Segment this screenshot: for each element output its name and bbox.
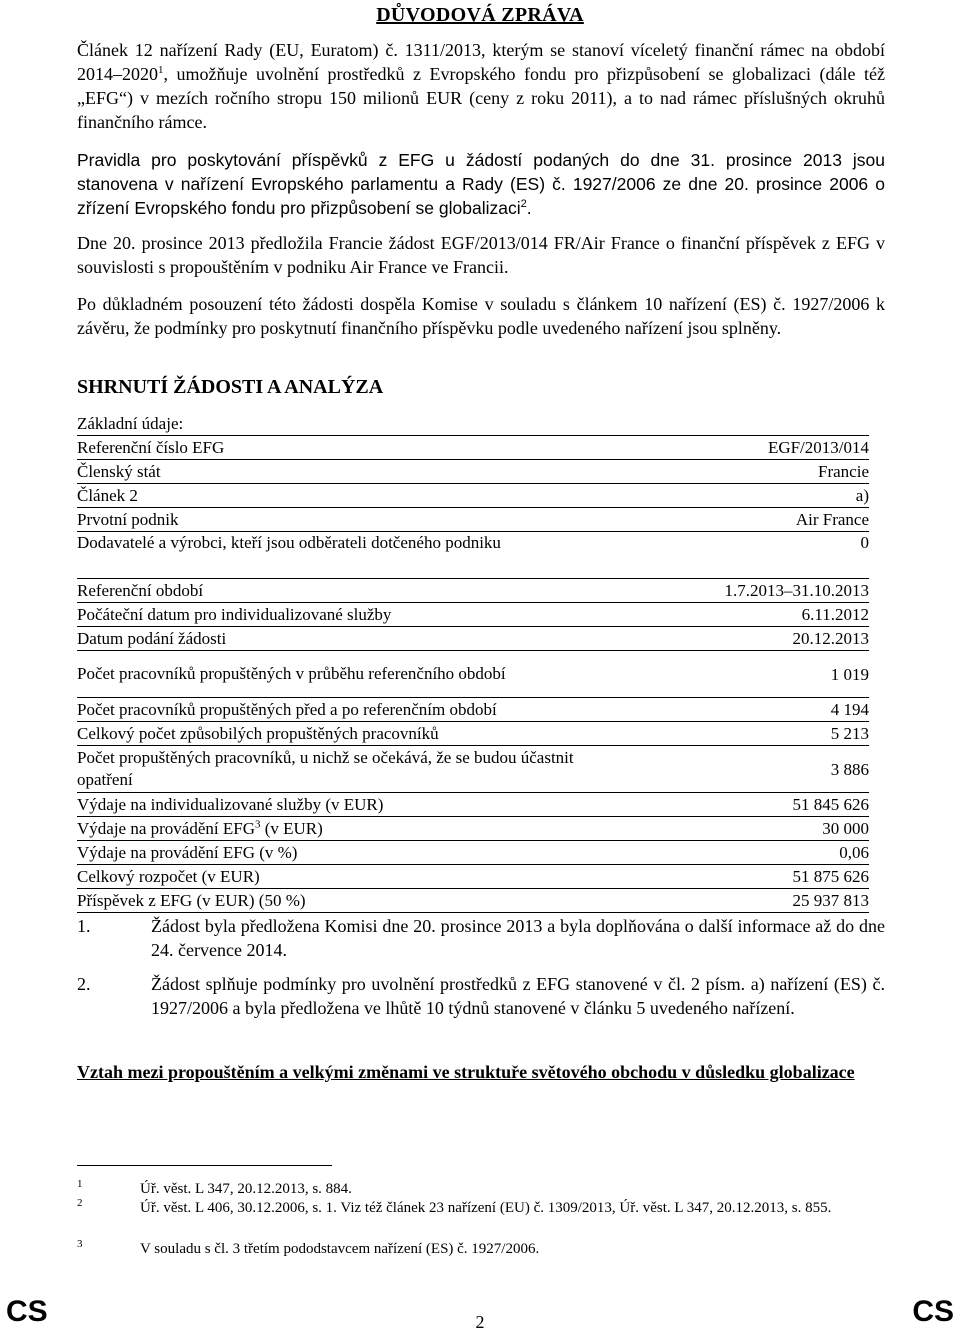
table-row: Výdaje na provádění EFG$^3$ (v EUR) 30 000 bbox=[77, 817, 869, 841]
paragraph-assessment: Po důkladném posouzení této žádosti dospěla Komise v souladu s článkem 10 nařízení (ES) č. 1927/2006 k závěru, že podmínky pro poskytnutí finančního příspěvku podle uvedeného nařízení jsou splněny. bbox=[77, 294, 885, 338]
basic-data-table bbox=[77, 412, 869, 913]
table-row: Referenční období 1.7.2013–31.10.2013 bbox=[77, 579, 869, 603]
table-row: Výdaje na provádění EFG (v %) 0,06 bbox=[77, 841, 869, 865]
numbered-item-2: 2. Žádost splňuje podmínky pro uvolnění prostředků z EFG stanovené v čl. 2 písm. a) nařízení (ES) č. 1927/2006 a byla předložena ve lhůtě 10 týdnů stanovené v článku 5 uvedeného nařízení. bbox=[77, 974, 885, 1018]
table-row: Počet pracovníků propuštěných před a po referenčním období 4 194 bbox=[77, 698, 869, 722]
paragraph-rules: Pravidla pro poskytování příspěvků z EFG u žádostí podaných do dne 31. prosince 2013 jsou stanovena v nařízení Evropského parlamentu a Rady (ES) č. 1927/2006 ze dne 20. prosince 2006 o zřízení Evropského fondu pro přizpůsobení se globalizaci$^2$. bbox=[77, 150, 885, 218]
table-row: Celkový rozpočet (v EUR) 51 875 626 bbox=[77, 865, 869, 889]
footnote-ref-2: 2 bbox=[520, 198, 527, 211]
page-number: 2 bbox=[475, 1312, 485, 1332]
footnote-1: 1 Úř. věst. L 347, 20.12.2013, s. 884. bbox=[77, 1178, 352, 1197]
paragraph-application: Dne 20. prosince 2013 předložila Francie žádost EGF/2013/014 FR/Air France o finanční příspěvek z EFG v souvislosti s propouštěním v podniku Air France ve Francii. bbox=[77, 233, 885, 277]
footnote-2: 2 Úř. věst. L 406, 30.12.2006, s. 1. Viz též článek 23 nařízení (EU) č. 1309/2013, Úř. věst. L 347, 20.12.2013, s. 855. bbox=[77, 1197, 832, 1216]
table-row: Dodavatelé a výrobci, kteří jsou odběrateli dotčeného podniku 0 bbox=[77, 532, 869, 579]
language-code-left: CS bbox=[6, 1295, 48, 1328]
table-row: Referenční číslo EFG EGF/2013/014 bbox=[77, 436, 869, 460]
paragraph-financial-framework: Článek 12 nařízení Rady (EU, Euratom) č. 1311/2013, kterým se stanoví víceletý finanční rámec na období 2014–2020$^1$, umožňuje uvolnění prostředků z Evropského fondu pro přizpůsobení se globalizaci (dále též „EFG“) v mezích ročního stropu 150 milionů EUR (ceny z roku 2011), a to nad rámec příslušných okruhů finančního rámce. bbox=[77, 40, 885, 132]
table-row: Datum podání žádosti 20.12.2013 bbox=[77, 627, 869, 651]
table-row: Počet pracovníků propuštěných v průběhu referenčního období 1 019 bbox=[77, 651, 869, 698]
table-row: Celkový počet způsobilých propuštěných pracovníků 5 213 bbox=[77, 722, 869, 746]
footnote-3: 3 V souladu s čl. 3 třetím pododstavcem nařízení (ES) č. 1927/2006. bbox=[77, 1238, 540, 1257]
section-heading: SHRNUTÍ ŽÁDOSTI A ANALÝZA bbox=[77, 376, 384, 398]
numbered-item-1: 1. Žádost byla předložena Komisi dne 20. prosince 2013 a byla doplňována o další informace až do dne 24. července 2014. bbox=[77, 916, 885, 960]
table-row: Prvotní podnik Air France bbox=[77, 508, 869, 532]
footnote-ref-3: 3 bbox=[254, 818, 261, 831]
table-row: Počáteční datum pro individualizované služby 6.11.2012 bbox=[77, 603, 869, 627]
table-row: Příspěvek z EFG (v EUR) (50 %) 25 937 813 bbox=[77, 889, 869, 913]
table-row: Počet propuštěných pracovníků, u nichž se očekává, že se budou účastnit opatření 3 886 bbox=[77, 746, 869, 793]
table-row: Článek 2 a) bbox=[77, 484, 869, 508]
table-row: Výdaje na individualizované služby (v EUR) 51 845 626 bbox=[77, 793, 869, 817]
footnote-ref-1: 1 bbox=[158, 64, 164, 76]
subheading-globalisation: Vztah mezi propouštěním a velkými změnami ve struktuře světového obchodu v důsledku globalizace bbox=[77, 1062, 855, 1082]
document-title: DŮVODOVÁ ZPRÁVA bbox=[376, 4, 584, 26]
table-row: Členský stát Francie bbox=[77, 460, 869, 484]
footnote-separator bbox=[77, 1165, 332, 1166]
table-header-row bbox=[77, 412, 869, 436]
table-header: Základní údaje: bbox=[77, 412, 869, 436]
language-code-right: CS bbox=[912, 1295, 954, 1328]
